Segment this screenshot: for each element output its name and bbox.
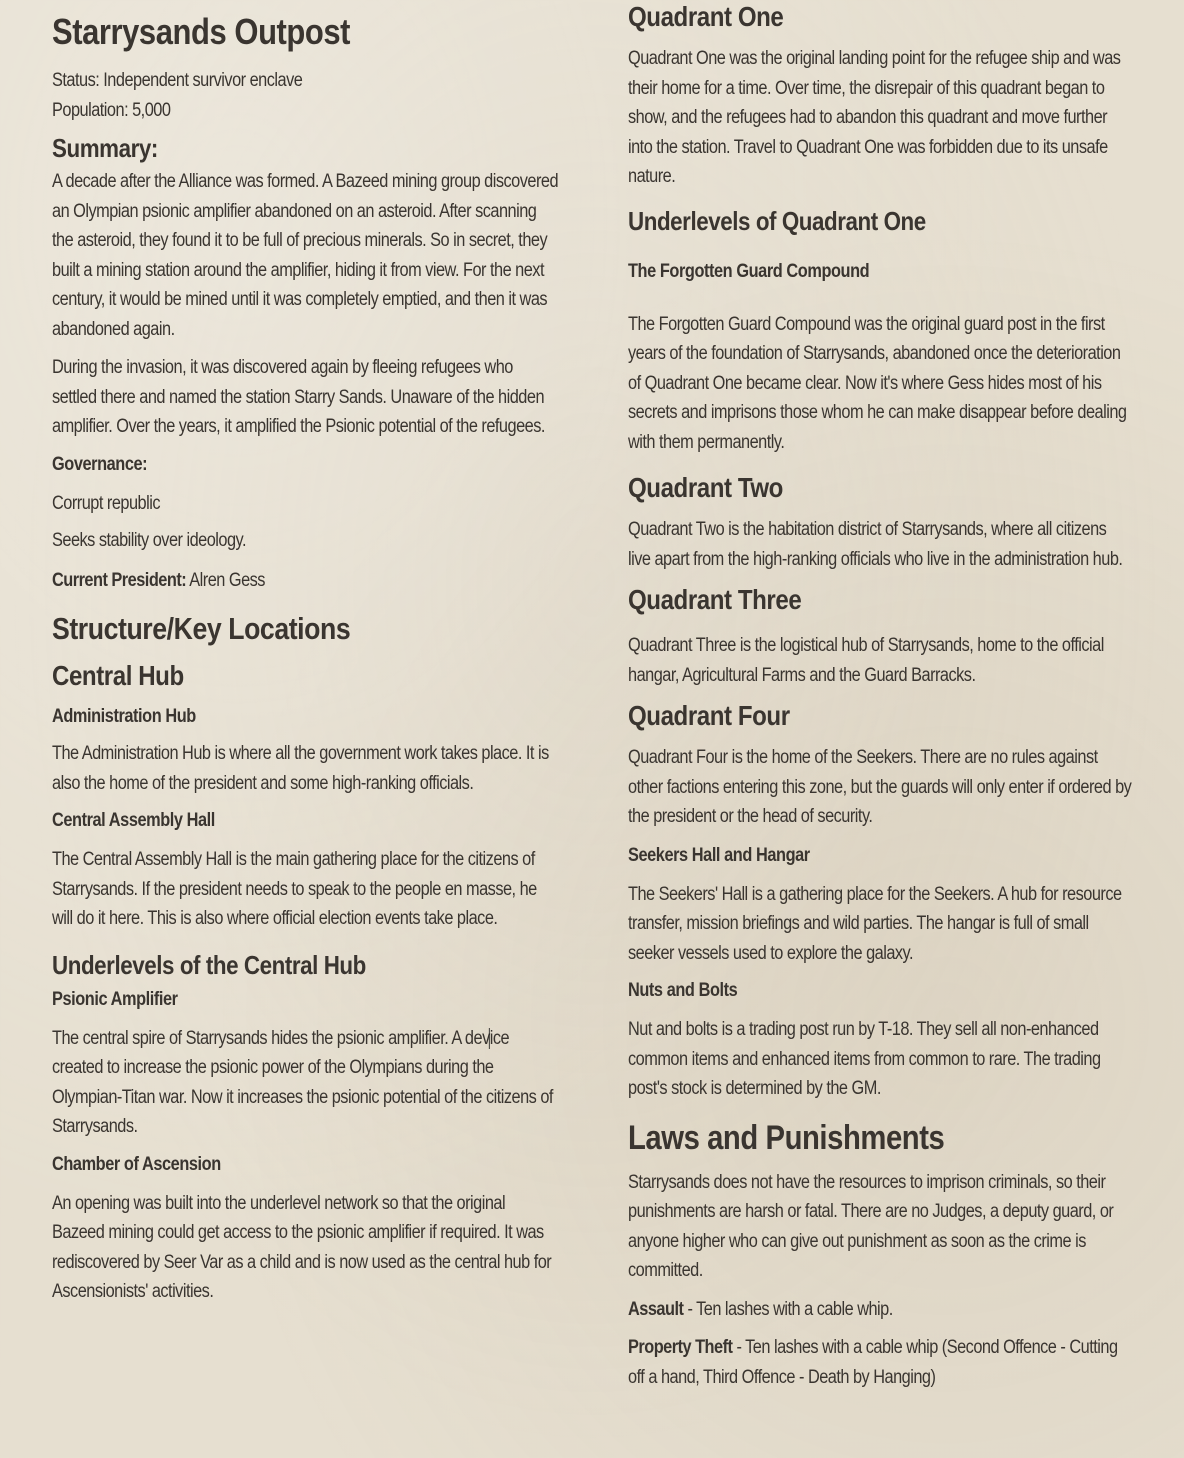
governance-heading: Governance:: [52, 453, 148, 475]
assault-label: Assault: [628, 1298, 684, 1320]
quadrant-two-heading: Quadrant Two: [628, 472, 783, 503]
theft-label: Property Theft: [628, 1337, 733, 1358]
assault-punishment: - Ten lashes with a cable whip.: [683, 1298, 893, 1320]
forgotten-guard-heading: The Forgotten Guard Compound: [628, 260, 870, 282]
president-label: Current President:: [52, 569, 187, 591]
forgotten-guard-text: The Forgotten Guard Compound was the original guard post in the first years of the foundation of Starrysands, abandoned once the deterioration of Quadrant One became clear. Now it's where Gess hides most of his secrets and imprisons those whom he can make disappear before dealing with them permanently.: [628, 313, 1127, 453]
structure-heading: Structure/Key Locations: [52, 611, 351, 646]
quadrant-two-text: Quadrant Two is the habitation district of Starrysands, where all citizens live apart from the high-ranking officials who live in the administration hub.: [628, 519, 1123, 570]
seekers-hall-text: The Seekers' Hall is a gathering place for the Seekers. A hub for resource transfer, mission briefings and wild parties. The hangar is full of small seeker vessels used to explore the galaxy.: [628, 883, 1122, 964]
theft-punishment: - Ten lashes with a cable whip (Second Offence - Cutting off a hand, Third Offence - Death by Hanging): [628, 1337, 1118, 1388]
admin-hub-text: The Administration Hub is where all the government work takes place. It is also the home of the president and some high-ranking officials.: [52, 743, 549, 794]
laws-heading: Laws and Punishments: [628, 1118, 945, 1157]
summary-paragraph-1: A decade after the Alliance was formed. A Bazeed mining group discovered an Olympian psionic amplifier abandoned on an asteroid. After scanning the asteroid, they found it to be full of precious minerals. So in secret, they built a mining station around the amplifier, hiding it from view. For the next century, it would be mined until it was completely emptied, and then it was abandoned again.: [52, 171, 559, 340]
quadrant-three-heading: Quadrant Three: [628, 584, 802, 615]
seekers-hall-heading: Seekers Hall and Hangar: [628, 844, 810, 866]
amplifier-text-part-2: ice created to increase the psionic power of the Olympians during the Olympian-Titan war. Now it increases the psionic potential of the citizens of Starrysands.: [52, 1027, 553, 1137]
underlevels-central-heading: Underlevels of the Central Hub: [52, 949, 366, 980]
assault-law: [628, 1295, 1132, 1325]
quadrant-one-heading: Quadrant One: [628, 1, 784, 32]
current-president: [52, 566, 561, 596]
left-column: [52, 0, 562, 1316]
assembly-hall-heading: Central Assembly Hall: [52, 810, 215, 831]
quadrant-three-text: Quadrant Three is the logistical hub of Starrysands, home to the official hangar, Agricultural Farms and the Guard Barracks.: [628, 635, 1104, 686]
underlevels-q1-heading: Underlevels of Quadrant One: [628, 205, 926, 236]
president-name: Alren Gess: [186, 569, 265, 591]
governance-stance: Seeks stability over ideology.: [52, 530, 247, 551]
chamber-text: An opening was built into the underlevel network so that the original Bazeed mining could get access to the psionic amplifier if required. It was rediscovered by Seer Var as a child and is now used as the central hub for Ascensionists' activities.: [52, 1192, 552, 1302]
central-hub-heading: Central Hub: [52, 660, 184, 691]
page-title: Starrysands Outpost: [52, 11, 351, 52]
psionic-amplifier-text: [52, 1024, 561, 1142]
status-line: Status: Independent survivor enclave: [52, 70, 303, 91]
psionic-amplifier-heading: Psionic Amplifier: [52, 988, 178, 1010]
governance-type: Corrupt republic: [52, 492, 160, 514]
summary-heading: Summary:: [52, 133, 158, 163]
nuts-and-bolts-heading: Nuts and Bolts: [628, 980, 738, 1001]
quadrant-four-heading: Quadrant Four: [628, 700, 790, 731]
summary-paragraph-2: During the invasion, it was discovered again by fleeing refugees who settled there and named the station Starry Sands. Unaware of the hidden amplifier. Over the years, it amplified the Psionic potential of the refugees.: [52, 357, 545, 437]
chamber-heading: Chamber of Ascension: [52, 1153, 221, 1175]
nuts-and-bolts-text: Nut and bolts is a trading post run by T-18. They sell all non-enhanced common items and enhanced items from common to rare. The trading post's stock is determined by the GM.: [628, 1019, 1101, 1099]
amplifier-text-part-1: The central spire of Starrysands hides the psionic amplifier. A dev: [52, 1027, 490, 1049]
assembly-hall-text: The Central Assembly Hall is the main gathering place for the citizens of Starrysands. If the president needs to speak to the people en masse, he will do it here. This is also where official election events take place.: [52, 849, 537, 929]
right-column: [628, 0, 1133, 1401]
theft-law: [628, 1333, 1132, 1392]
admin-hub-heading: Administration Hub: [52, 706, 196, 727]
quadrant-four-text: Quadrant Four is the home of the Seekers. There are no rules against other factions entering this zone, but the guards will only enter if ordered by the president or the head of security.: [628, 747, 1132, 827]
quadrant-one-text: Quadrant One was the original landing point for the refugee ship and was their home for a time. Over time, the disrepair of this quadrant began to show, and the refugees had to abandon this quadrant and move further into the station. Travel to Quadrant One was forbidden due to its unsafe nature.: [628, 48, 1121, 187]
population-line: Population: 5,000: [52, 99, 171, 121]
laws-text: Starrysands does not have the resources to imprison criminals, so their punishments are harsh or fatal. There are no Judges, a deputy guard, or anyone higher who can give out punishment as soon as the crime is committed.: [628, 1171, 1114, 1281]
